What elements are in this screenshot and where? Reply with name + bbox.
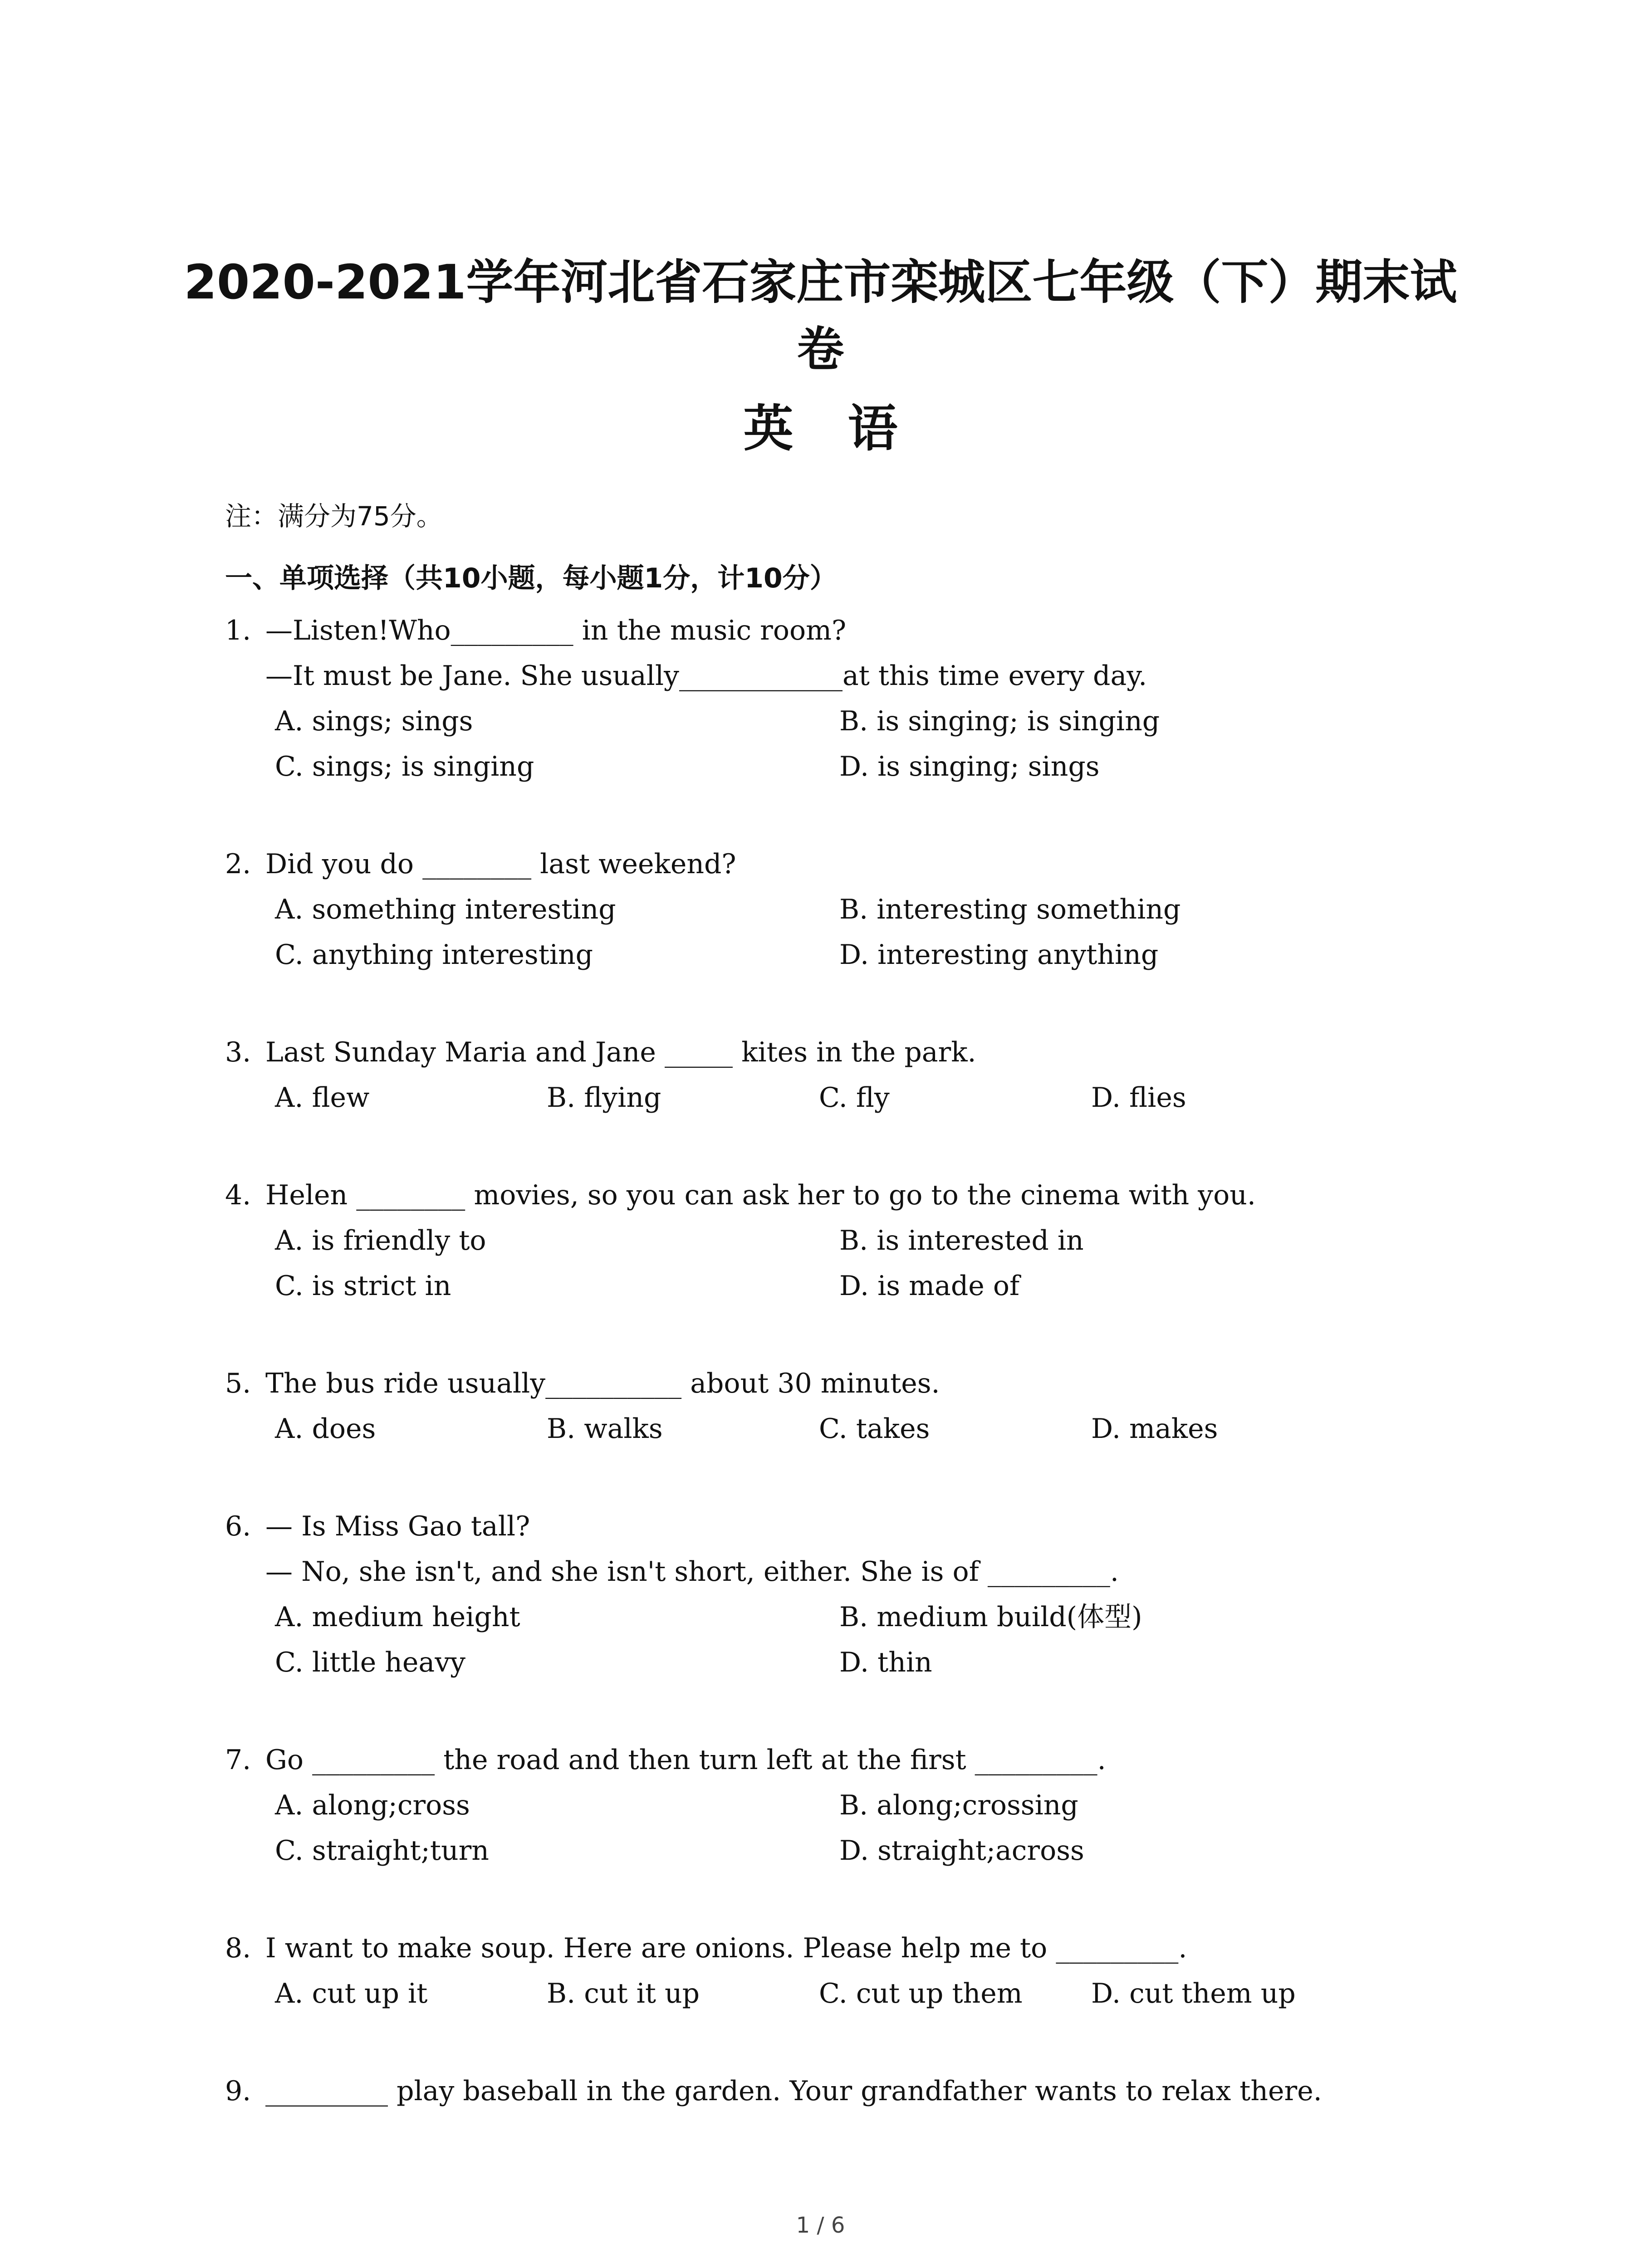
option-b: B. interesting something [839,894,1181,925]
section-heading: 一、单项选择（共10小题，每小题1分，计10分） [225,562,837,594]
exam-title: 2020-2021学年河北省石家庄市栾城区七年级（下）期末试卷 [184,254,1457,377]
question-text: — Is Miss Gao tall? [265,1510,530,1542]
option-d: D. flies [1091,1082,1186,1114]
option-d: D. cut them up [1091,1978,1296,2009]
option-a: A. flew [275,1082,370,1114]
question-number: 1. [225,615,251,646]
question-text: Last Sunday Maria and Jane _____ kites in the park. [265,1036,976,1068]
score-note: 注：满分为75分。 [225,501,443,532]
question-number: 5. [225,1368,251,1399]
option-a: A. cut up it [275,1978,428,2009]
option-b: B. along;crossing [839,1789,1078,1821]
option-c: C. cut up them [819,1978,1023,2009]
question-number: 7. [225,1744,251,1776]
question-text: —Listen!Who_________ in the music room? [265,615,847,646]
question-text: Go _________ the road and then turn left at the first _________. [265,1744,1106,1776]
option-b: B. flying [547,1082,661,1114]
option-d: D. thin [839,1647,932,1678]
subject-title: 英语 [743,400,952,458]
question-text: Helen ________ movies, so you can ask her to go to the cinema with you. [265,1179,1256,1211]
option-b: B. walks [547,1413,663,1445]
option-c: C. little heavy [275,1647,465,1678]
option-c: C. anything interesting [275,939,593,971]
question-number: 9. [225,2075,251,2107]
page-number: 1 / 6 [796,2213,845,2238]
question-number: 3. [225,1036,251,1068]
option-b: B. is interested in [839,1225,1084,1256]
option-a: A. does [275,1413,376,1445]
question-number: 4. [225,1179,251,1211]
option-d: D. is made of [839,1270,1020,1302]
option-d: D. interesting anything [839,939,1159,971]
question-number: 8. [225,1932,251,1964]
option-c: C. is strict in [275,1270,451,1302]
option-a: A. is friendly to [275,1225,486,1256]
option-c: C. takes [819,1413,930,1445]
option-d: D. is singing; sings [839,751,1100,782]
option-a: A. sings; sings [275,705,473,737]
question-text: The bus ride usually__________ about 30 minutes. [265,1368,940,1399]
option-b: B. medium build(体型) [839,1601,1142,1633]
question-number: 6. [225,1510,251,1542]
question-text: —It must be Jane. She usually____________at this time every day. [265,660,1147,692]
question-text: — No, she isn't, and she isn't short, either. She is of _________. [265,1556,1119,1588]
option-a: A. medium height [275,1601,520,1633]
option-c: C. straight;turn [275,1835,489,1867]
option-a: A. along;cross [275,1789,470,1821]
question-text: I want to make soup. Here are onions. Please help me to _________. [265,1932,1187,1964]
option-c: C. fly [819,1082,890,1114]
option-d: D. makes [1091,1413,1218,1445]
option-d: D. straight;across [839,1835,1084,1867]
option-b: B. cut it up [547,1978,700,2009]
question-number: 2. [225,848,251,880]
option-b: B. is singing; is singing [839,705,1160,737]
option-c: C. sings; is singing [275,751,534,782]
question-text: _________ play baseball in the garden. Your grandfather wants to relax there. [265,2075,1322,2107]
option-a: A. something interesting [275,894,616,925]
question-text: Did you do ________ last weekend? [265,848,736,880]
